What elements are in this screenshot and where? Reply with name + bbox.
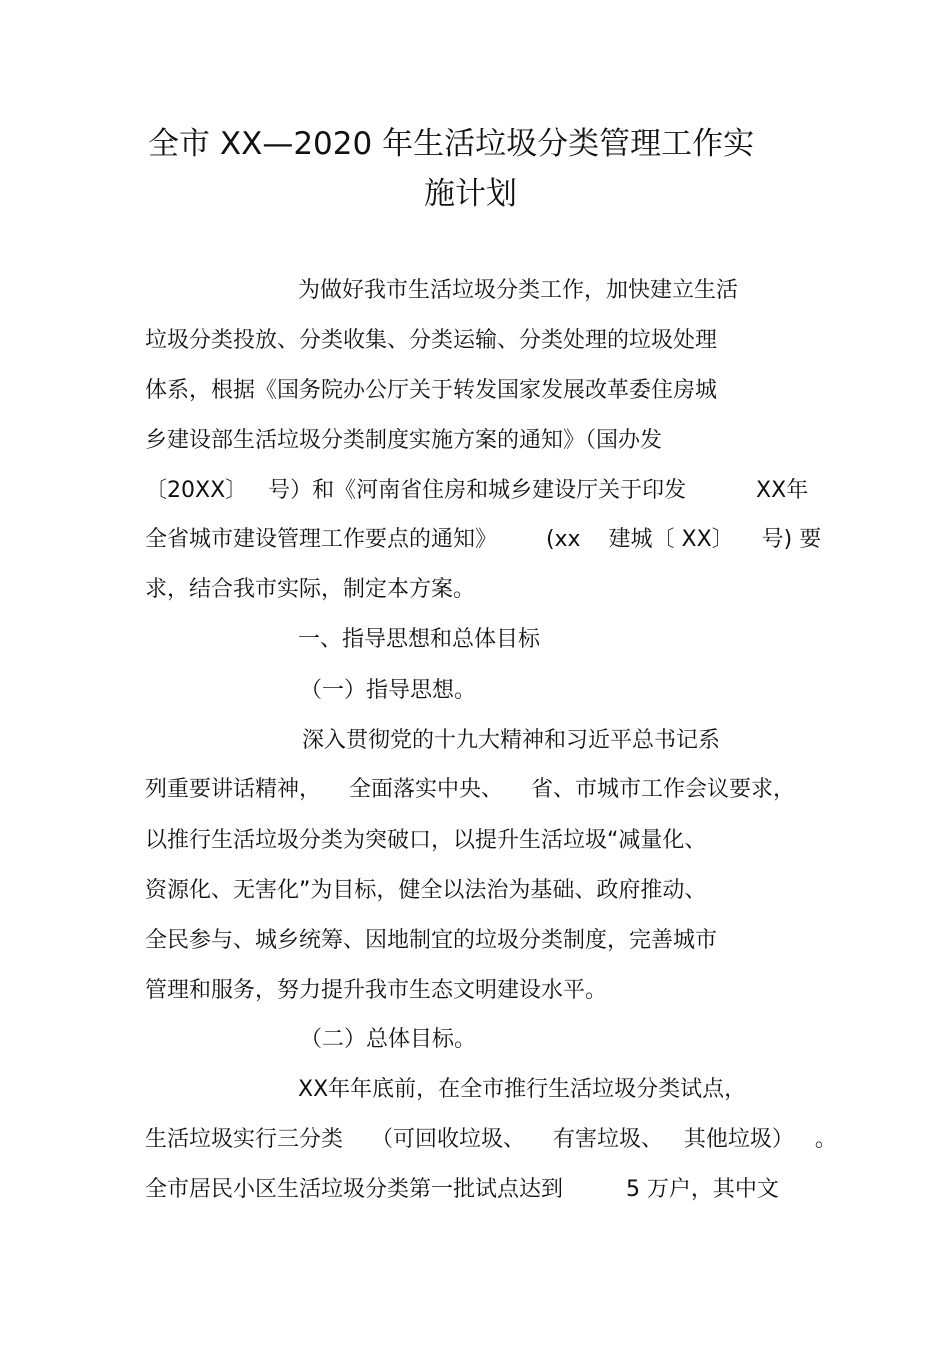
- body-line: 以推行生活垃圾分类为突破口，以提升生活垃圾“减量化、: [145, 828, 707, 853]
- body-line: 求，结合我市实际，制定本方案。: [145, 577, 476, 602]
- subsection-heading: （一）指导思想。: [300, 678, 477, 703]
- body-line: 体系，根据《国务院办公厅关于转发国家发展改革委住房城: [145, 378, 718, 403]
- body-line: 资源化、无害化”为目标，健全以法治为基础、政府推动、: [145, 878, 707, 903]
- section-heading: 一、指导思想和总体目标: [298, 627, 541, 652]
- body-line: 全省城市建设管理工作要点的通知》 (xx 建城〔 XX〕 号) 要: [145, 527, 822, 552]
- body-line: 生活垃圾实行三分类 （可回收垃圾、 有害垃圾、 其他垃圾） 。: [145, 1127, 837, 1152]
- body-line: 为做好我市生活垃圾分类工作，加快建立生活: [298, 278, 739, 303]
- body-line: 乡建设部生活垃圾分类制度实施方案的通知》（国办发: [145, 428, 663, 453]
- document-title-line-1: 全市 XX—2020 年生活垃圾分类管理工作实: [148, 126, 755, 162]
- body-line: XX年年底前，在全市推行生活垃圾分类试点，: [298, 1077, 747, 1102]
- document-title-line-2: 施计划: [424, 176, 517, 212]
- subsection-heading: （二）总体目标。: [300, 1027, 477, 1052]
- body-line: 全市居民小区生活垃圾分类第一批试点达到 5 万户，其中文: [145, 1177, 779, 1202]
- body-line: 列重要讲话精神， 全面落实中央、 省、市城市工作会议要求，: [145, 777, 795, 802]
- body-line: 全民参与、城乡统筹、因地制宜的垃圾分类制度，完善城市: [145, 928, 718, 953]
- body-line: 管理和服务，努力提升我市生态文明建设水平。: [145, 978, 608, 1003]
- body-line: 深入贯彻党的十九大精神和习近平总书记系: [302, 728, 721, 753]
- body-line: 垃圾分类投放、分类收集、分类运输、分类处理的垃圾处理: [145, 328, 718, 353]
- body-line: 〔20XX〕 号）和《河南省住房和城乡建设厅关于印发 XX年: [145, 478, 809, 503]
